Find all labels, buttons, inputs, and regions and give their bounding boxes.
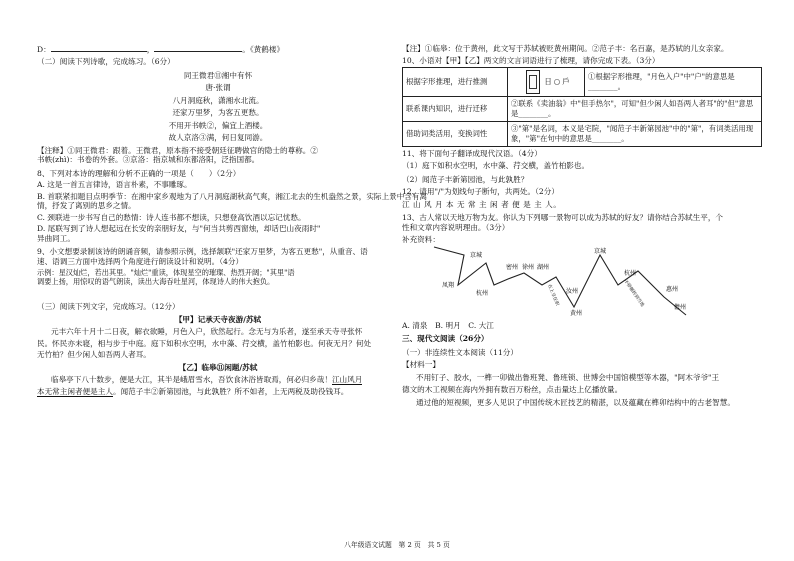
section2-header: （二）阅读下列诗歌，完成练习。（6分）	[37, 57, 175, 67]
poem-note: 书帙(zhì)：书卷的外套。③京洛：指京城和东都洛阳，泛指国都。	[37, 155, 260, 165]
method-cell: 借助词类活用，变换词性	[403, 121, 508, 146]
question-10: 10、小语对【甲】【乙】两文的文言词语进行了梳理，请你完成下表。（3分）	[402, 56, 660, 66]
glyph-label: 日	[544, 76, 552, 86]
question-8: 8、下列对本诗的理解和分析不正确的一项是（ ）（2分）	[37, 168, 241, 178]
poem-line: 故人京洛③满，何日复同游。	[168, 133, 268, 143]
option-c[interactable]: C. 颈联进一步书写自己的愁情：诗人连书都不想读，只想登高饮酒以忘记忧愁。	[37, 212, 306, 222]
passage-yi-text: 临皋亭下八十数步，便是大江，其半是峨眉雪水，吾饮食沐浴皆取焉，何必归乡哉！	[51, 375, 332, 385]
map-label: 杭州	[476, 289, 489, 297]
option-b[interactable]: B. 首联紧扣题目点明季节：在湘中家乡观地为了八月洞庭湖秋高气爽，湘江北去的生机盎然之景，实际上景中含有离	[37, 191, 428, 201]
option-d[interactable]: D. 尾联写到了诗人想起远在长安的亲朋好友，与"何当共剪西窗烛，却话巴山夜雨时"	[37, 224, 321, 234]
map-label: 密州	[506, 263, 519, 271]
content-cell[interactable]: ②联系《卖油翁》中"但手热尔"，可知"但少闲人如吾两人者耳"的"但"意思是________。	[508, 96, 762, 121]
map-label: 黄州	[570, 309, 583, 317]
journey-map	[424, 245, 724, 319]
poem-note: 【注释】①同王微君：跟着。王微君，原本指不接受朝廷征聘做官的隐士的尊称。②	[37, 145, 318, 155]
passage-jia-title: 【甲】记承天寺夜游/苏轼	[174, 314, 262, 324]
question-13-cont: 性和文章内容说明理由。（3分）	[402, 222, 510, 232]
option-a[interactable]: A. 这是一首五言律诗，语言朴素，不事雕琢。	[37, 180, 192, 190]
passage-jia: 无竹柏？但少闲人如吾两人者耳。	[37, 350, 151, 360]
underlined-sentence: 本无常主闲者便是主人	[37, 386, 113, 396]
passage-jia: 元丰六年十月十二日夜，解衣欲睡，月色入户，欣然起行。念无与为乐者，遂至承天寺寻张怀	[51, 327, 363, 337]
map-label: 儋州	[674, 303, 687, 311]
underlined-sentence: 江山风月	[331, 375, 363, 385]
poem-line: 不用开书帙②，偏宜上酒楼。	[168, 120, 268, 130]
map-label: 湖州	[537, 263, 550, 271]
d-prefix: D：	[37, 45, 51, 54]
question-12-text: 江 山 风 月 本 无 常 主 闲 者 便 是 主 人。	[402, 199, 562, 209]
passage-yi	[37, 375, 399, 384]
ancient-glyph-icon	[526, 70, 540, 94]
question-11-1: （1）庭下如积水空明，水中藻、荇交横，盖竹柏影也。	[402, 161, 590, 171]
blank-1[interactable]	[51, 44, 147, 52]
material-text: 不用钉子、胶水，一榫一卯做出鲁班凳、鲁班锁、世博会中国馆模型等木器，"阿木爷爷"王	[416, 372, 720, 382]
right-column	[402, 44, 762, 407]
question-9: 9、小文想要录制该诗的朗诵音频，请参照示例，选择颔联"还家万里梦，为客五更愁"，从重音、语	[37, 247, 368, 257]
map-label: 惠州	[666, 285, 679, 293]
glyph-cell: 日 ○ 戶	[508, 67, 585, 96]
map-label: 汝州	[566, 287, 579, 295]
blank-2[interactable]	[154, 44, 242, 52]
poem-line: 八月洞庭秋，潇湘水北流。	[172, 95, 264, 105]
option-d-cont: 异曲同工。	[37, 233, 75, 243]
option-b-cont: 情，抒发了离别的思乡之情。	[37, 201, 136, 211]
subsection-header: （一）非连续性文本阅读（11分）	[402, 347, 518, 357]
question-9-cont: 速、语调三方面中选择两个角度进行朗读设计和说明。（4分）	[37, 256, 244, 266]
content-cell[interactable]: ③"第"是名词，本义是宅院，"闻范子丰新第园池"中的"第"，有词类活用现象，"第"在句中的意思是________。	[508, 121, 762, 146]
example-text: 调要上扬，用惊叹的语气朗读，读出大海吞吐星河，体现诗人的伟大抱负。	[37, 277, 275, 287]
table-row	[403, 67, 762, 96]
map-label: 京城	[594, 247, 607, 255]
question-11-2: （2）闻范子丰新第园池，与此孰胜？	[402, 174, 529, 184]
question-12: 12、请用"/"为划线句子断句，共两处。（2分）	[402, 187, 559, 197]
question-13: 13、古人常以天地万物为友。你认为下列哪一景物可以成为苏轼的好友？请你结合苏轼生平，个	[402, 213, 724, 223]
map-label: 徐州	[522, 263, 535, 271]
supplement-label: 补充资料：	[402, 235, 440, 245]
section-modern-header: 三、现代文阅读（26分）	[402, 334, 489, 344]
material-text: 通过他的短视频，更多人见识了中国传统木匠技艺的精湛，以及蕴藏在榫卯结构中的古老智慧。	[416, 397, 735, 407]
passage-note: 【注】①临皋：位于黄州，此文写于苏轼被贬黄州期间。②范子丰：名百嘉，是苏轼的儿女亲家。	[402, 44, 729, 53]
content-cell[interactable]: ①根据字形推理，"月色入户"中"户"的意思是________。	[585, 67, 762, 96]
page-footer: 八年级语文试题 第 2 页 共 5 页	[344, 541, 450, 549]
table-row	[403, 121, 762, 146]
question-11: 11、将下面句子翻译成现代汉语。（4分）	[402, 148, 542, 158]
answer-options[interactable]: A. 清泉 B. 明月 C. 大江	[402, 320, 494, 330]
answer-line-d: D： ， 。《黄鹤楼》	[37, 45, 285, 54]
material-text: 德文的木工视频在海内外拥有数百万粉丝，点击量达上亿播放量。	[402, 385, 623, 395]
d-suffix: 。《黄鹤楼》	[242, 45, 285, 54]
poem-author: 唐·张谓	[205, 83, 231, 93]
passage-yi-text: 。闻范子丰②新第园池，与此孰胜？所不如者，上无两税及助役钱耳。	[112, 386, 349, 396]
section3-header: （三）阅读下列文字，完成练习。（12分）	[37, 302, 180, 312]
map-side-label: 在上京任职	[546, 283, 560, 307]
map-label: 杭州	[624, 269, 637, 277]
glyph-label: 戶	[562, 76, 570, 86]
method-cell: 联系课内知识，进行迁移	[403, 96, 508, 121]
map-side-label: 不停辗转到当地	[622, 279, 645, 308]
passage-jia: 民。怀民亦未寝，相与步于中庭。庭下如积水空明，水中藻、荇交横，盖竹柏影也。何夜无月？何处	[37, 338, 372, 348]
example-text: 示例：星汉灿烂，若出其里。"灿烂"重读，体现星空的璀璨、热烈开阔；"其里"语	[37, 268, 295, 278]
passage-yi	[37, 387, 399, 396]
vocab-table	[402, 67, 762, 147]
poem	[37, 71, 399, 143]
poem-line: 还家万里梦，为客五更愁。	[172, 108, 264, 118]
map-label: 凤翔	[442, 281, 455, 289]
map-label: 京城	[470, 251, 483, 259]
table-row	[403, 96, 762, 121]
material-label: 【材料一】	[402, 360, 440, 370]
passage-yi-title: 【乙】临皋⑪闲题/苏轼	[178, 362, 258, 372]
poem-title: 同王微君⑪湘中有怀	[183, 70, 253, 80]
method-cell: 根据字形推理，进行推测	[403, 67, 508, 96]
